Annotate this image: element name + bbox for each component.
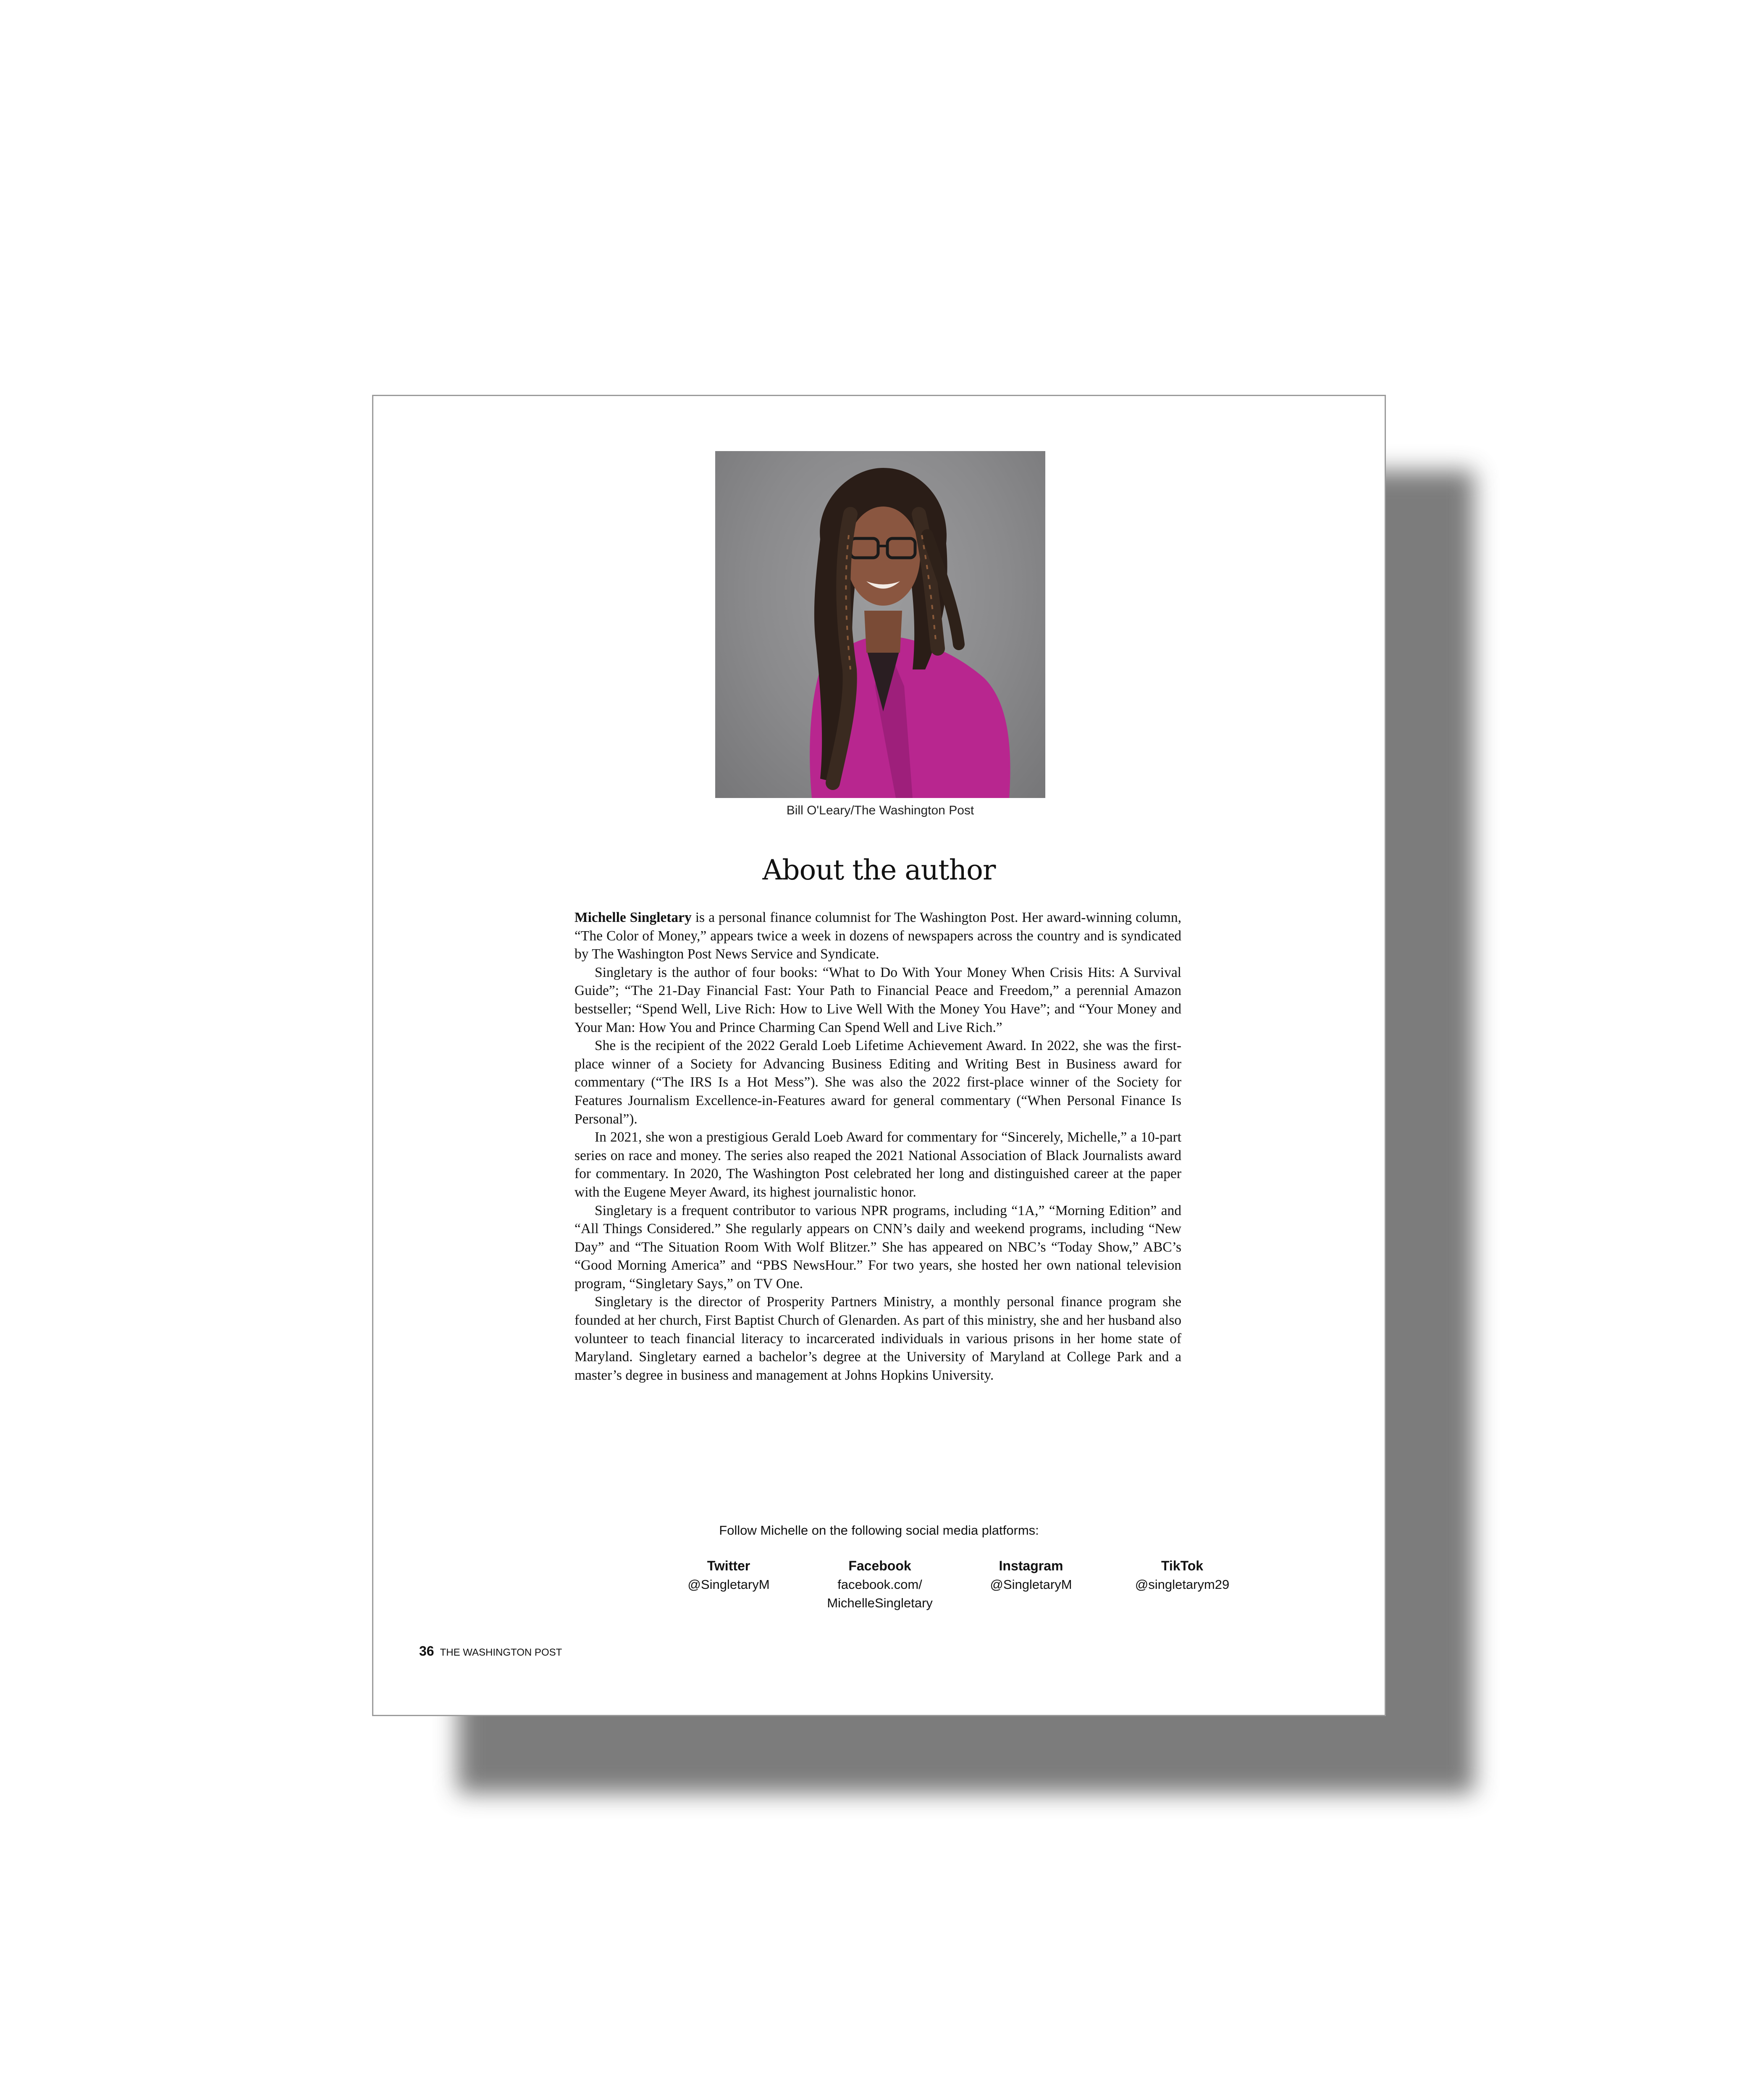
page-title: About the author — [762, 854, 996, 886]
instagram-label: Instagram — [999, 1558, 1063, 1573]
bio-paragraph-1-text: is a personal finance columnist for The Washington Post. Her award-winning column, “The Color of Money,” appears twice a week in dozens of newspapers across the country and is syndicated by The Washington Post News Service and Syndicate. — [575, 910, 1181, 962]
twitter-handle: @SingletaryM — [687, 1577, 770, 1592]
facebook-label: Facebook — [848, 1558, 911, 1573]
author-bio — [575, 908, 1181, 1384]
bio-paragraph-4: In 2021, she won a prestigious Gerald Loeb Award for commentary for “Sincerely, Michelle,” a 10-part series on race and money. The series also reaped the 2021 National Association of Black Journalists award for commentary. In 2020, The Washington Post celebrated her long and distinguished career at the paper with the Eugene Meyer Award, its highest journalistic honor. — [575, 1129, 1181, 1200]
tiktok-handle: @singletarym29 — [1135, 1577, 1230, 1592]
bio-paragraph-3: She is the recipient of the 2022 Gerald Loeb Lifetime Achievement Award. In 2022, she was the first-place winner of a Society for Advancing Business Editing and Writing Best in Business award for commentary (“The IRS Is a Hot Mess”). She was also the 2022 first-place winner of the Society for Features Journalism Excellence-in-Features award for general commentary (“When Personal Finance Is Personal”). — [575, 1038, 1181, 1127]
social-instagram — [955, 1556, 1107, 1594]
photo-credit: Bill O'Leary/The Washington Post — [786, 803, 974, 817]
social-intro: Follow Michelle on the following social media platforms: — [719, 1523, 1039, 1538]
page-footer — [419, 1643, 562, 1659]
bio-paragraph-2: Singletary is the author of four books: “What to Do With Your Money When Crisis Hits: A Survival Guide”; “The 21-Day Financial Fast: Your Path to Financial Peace and Freedom,” a perennial Amazon bestseller; “Spend Well, Live Rich: How to Live Well With the Money You Have”; and “Your Money and Your Man: How You and Prince Charming Can Spend Well and Live Rich.” — [575, 964, 1181, 1035]
bio-paragraph-6: Singletary is the director of Prosperity Partners Ministry, a monthly personal finance program she founded at her church, First Baptist Church of Glenarden. As part of this ministry, she and her husband also volunteer to teach financial literacy to incarcerated individuals in various prisons in her home state of Maryland. Singletary earned a bachelor’s degree at the University of Maryland at College Park and a master’s degree in business and management at Johns Hopkins University. — [575, 1294, 1181, 1383]
facebook-handle-line2: MichelleSingletary — [827, 1596, 933, 1610]
bio-paragraph-1 — [575, 908, 1181, 963]
bio-paragraph-5: Singletary is a frequent contributor to various NPR programs, including “1A,” “Morning Edition” and “All Things Considered.” She regularly appears on CNN’s daily and weekend programs, including “New Day” and “The Situation Room With Wolf Blitzer.” She has appeared on NBC’s “Today Show,” ABC’s “Good Morning America” and “PBS NewsHour.” For two years, she hosted her own national television program, “Singletary Says,” on TV One. — [575, 1202, 1181, 1292]
author-name: Michelle Singletary — [575, 910, 692, 925]
tiktok-label: TikTok — [1161, 1558, 1204, 1573]
document-page — [372, 395, 1386, 1716]
author-photo — [715, 451, 1045, 798]
twitter-label: Twitter — [707, 1558, 750, 1573]
social-twitter — [653, 1556, 804, 1594]
social-tiktok — [1107, 1556, 1258, 1594]
social-facebook — [804, 1556, 955, 1612]
publication-name: THE WASHINGTON POST — [440, 1647, 562, 1658]
instagram-handle: @SingletaryM — [990, 1577, 1072, 1592]
facebook-handle-line1: facebook.com/ — [837, 1577, 922, 1592]
page-number: 36 — [419, 1643, 434, 1659]
